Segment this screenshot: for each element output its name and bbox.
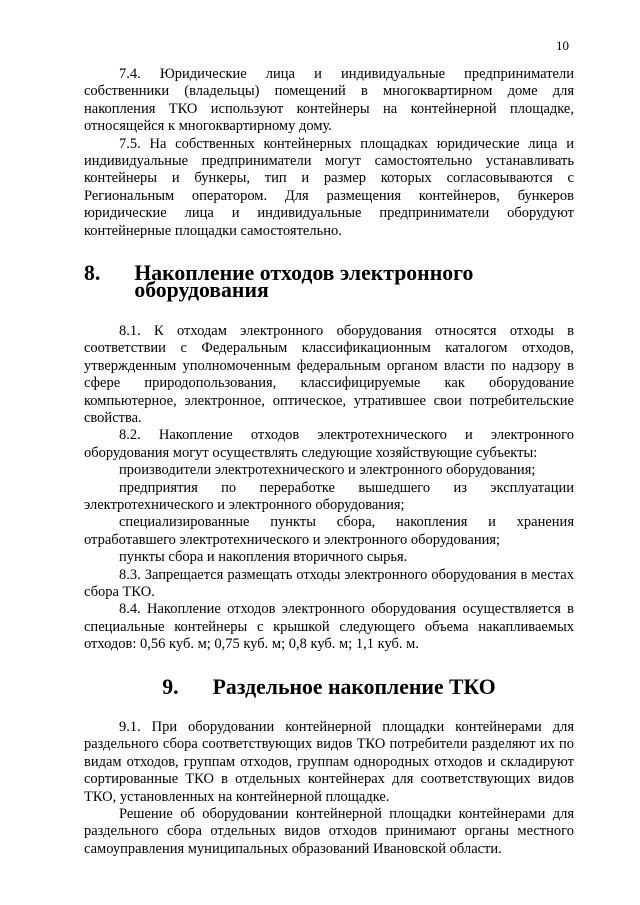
list-item-producers: производители электротехнического и электронного оборудования; <box>119 462 536 479</box>
section-9-title: Раздельное накопление ТКО <box>212 674 496 699</box>
paragraph-9-2: Решение об оборудовании контейнерной площадки контейнерами для раздельного сбора отдельных видов отходов принимают органы местного самоуправления муниципальных образований Ивановской области. <box>84 806 574 857</box>
section-8-title: Накопление отходов электронного оборудования <box>134 261 474 303</box>
section-9-number: 9. <box>162 674 179 699</box>
paragraph-8-1: 8.1. К отходам электронного оборудования относятся отходы в соответствии с Федеральным классификационным каталогом отходов, утвержденным уполномоченным федеральным органом власти по надзору в сфере природопользования, классифицируемые как оборудование компьютерное, электронное, оптическое, утратившее свои потребительские свойства. <box>84 322 574 426</box>
list-item-collection-points: специализированные пункты сбора, накопления и хранения отработавшего электротехнического и электронного оборудования; <box>84 514 574 548</box>
section-9-heading <box>84 674 574 699</box>
list-item-recycling-points: пункты сбора и накопления вторичного сырья. <box>119 549 408 566</box>
section-8-number: 8. <box>84 261 101 286</box>
paragraph-7-4: 7.4. Юридические лица и индивидуальные предприниматели собственники (владельцы) помещений в многоквартирном доме для накопления ТКО используют контейнеры на контейнерной площадке, относящейся к многоквартирному дому. <box>84 66 574 135</box>
paragraph-8-4: 8.4. Накопление отходов электронного оборудования осуществляется в специальные контейнеры с крышкой следующего объема накапливаемых отходов: 0,56 куб. м; 0,75 куб. м; 0,8 куб. м; 1,1 куб. м. <box>84 601 574 653</box>
paragraph-9-1: 9.1. При оборудовании контейнерной площадки контейнерами для раздельного сбора соответствующих видов ТКО потребители разделяют их по видам отходов, группам отходов, группам однородных отходов и складируют сортированные ТКО в отдельных контейнерах для соответствующих видов ТКО, установленных на контейнерной площадке. <box>84 719 574 805</box>
paragraph-8-2: 8.2. Накопление отходов электротехнического и электронного оборудования могут осуществлять следующие хозяйствующие субъекты: <box>84 427 574 461</box>
page-number: 10 <box>556 38 569 53</box>
document-body <box>84 66 574 858</box>
list-item-processors: предприятия по переработке вышедшего из эксплуатации электротехнического и электронного оборудования; <box>84 479 574 513</box>
paragraph-8-3: 8.3. Запрещается размещать отходы электронного оборудования в местах сбора ТКО. <box>84 566 574 600</box>
paragraph-7-5: 7.5. На собственных контейнерных площадках юридические лица и индивидуальные предприниматели могут самостоятельно устанавливать контейнеры и бункеры, тип и размер которых согласовываются с Региональным оператором. Для размещения контейнеров, бункеров юридические лица и индивидуальные предприниматели оборудуют контейнерные площадки самостоятельно. <box>84 135 574 239</box>
section-8-heading <box>84 261 574 303</box>
